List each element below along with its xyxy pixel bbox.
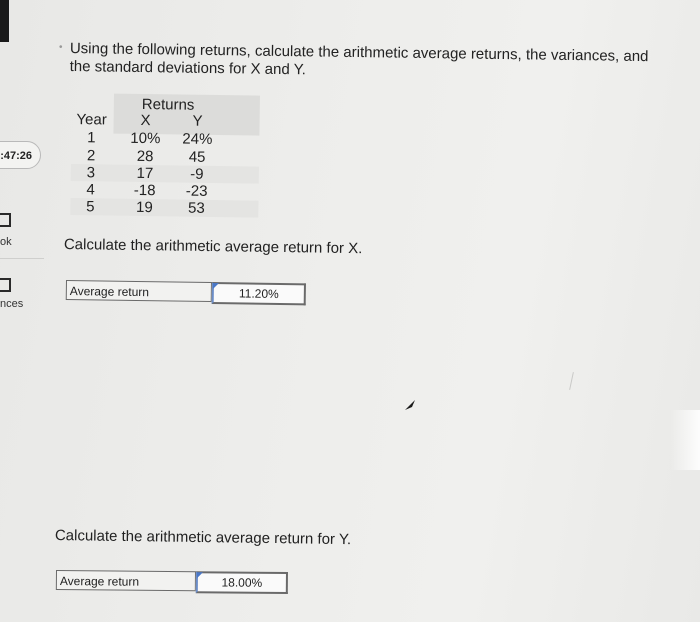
cell-year: 2 bbox=[86, 147, 96, 165]
screen-glare bbox=[670, 410, 700, 470]
cell-y: 53 bbox=[187, 199, 205, 217]
cell-y: -9 bbox=[190, 165, 204, 183]
table-group-header: Returns bbox=[141, 95, 195, 114]
average-return-label-y: Average return bbox=[56, 570, 196, 591]
sidebar-item-references[interactable]: nces bbox=[0, 298, 24, 310]
sidebar-divider bbox=[0, 258, 44, 259]
column-header-year: Year bbox=[76, 111, 107, 129]
cell-y: -23 bbox=[185, 182, 208, 200]
cell-year: 5 bbox=[86, 198, 95, 216]
average-return-input-x[interactable] bbox=[212, 282, 306, 305]
column-header-y: Y bbox=[192, 112, 203, 130]
cell-x: 17 bbox=[136, 164, 154, 183]
prompt-average-y: Calculate the arithmetic average return for Y. bbox=[54, 527, 352, 549]
sidebar-accent-bar bbox=[0, 0, 9, 42]
cell-x: -18 bbox=[133, 181, 156, 200]
cell-year: 4 bbox=[86, 181, 95, 199]
references-icon[interactable] bbox=[0, 278, 11, 292]
cell-x: 28 bbox=[136, 147, 154, 166]
ebook-icon[interactable] bbox=[0, 213, 11, 227]
cell-year: 3 bbox=[86, 164, 96, 182]
cell-x: 10% bbox=[130, 129, 161, 148]
prompt-average-x: Calculate the arithmetic average return for X. bbox=[63, 236, 363, 258]
left-sidebar bbox=[0, 0, 46, 622]
average-return-value-y: 18.00% bbox=[221, 575, 263, 590]
cell-year: 1 bbox=[87, 129, 96, 147]
average-return-value-x: 11.20% bbox=[238, 286, 279, 301]
question-text: Using the following returns, calculate the arithmetic average returns, the variances, and the standard deviations for X and Y. bbox=[69, 40, 649, 79]
cell-y: 24% bbox=[182, 130, 213, 148]
mouse-cursor-icon bbox=[405, 400, 415, 410]
column-header-x: X bbox=[140, 111, 151, 130]
average-return-input-y[interactable] bbox=[196, 571, 288, 594]
sidebar-item-ebook[interactable]: ok bbox=[0, 236, 12, 248]
timer-display: :47:26 bbox=[0, 141, 41, 169]
average-return-label-x: Average return bbox=[66, 280, 212, 302]
input-corner-marker-icon bbox=[197, 572, 203, 578]
cell-y: 45 bbox=[188, 148, 206, 166]
input-corner-marker-icon bbox=[213, 283, 219, 289]
cell-x: 19 bbox=[135, 198, 153, 217]
question-bullet-icon: • bbox=[59, 42, 63, 53]
screen-scratch bbox=[569, 372, 574, 390]
